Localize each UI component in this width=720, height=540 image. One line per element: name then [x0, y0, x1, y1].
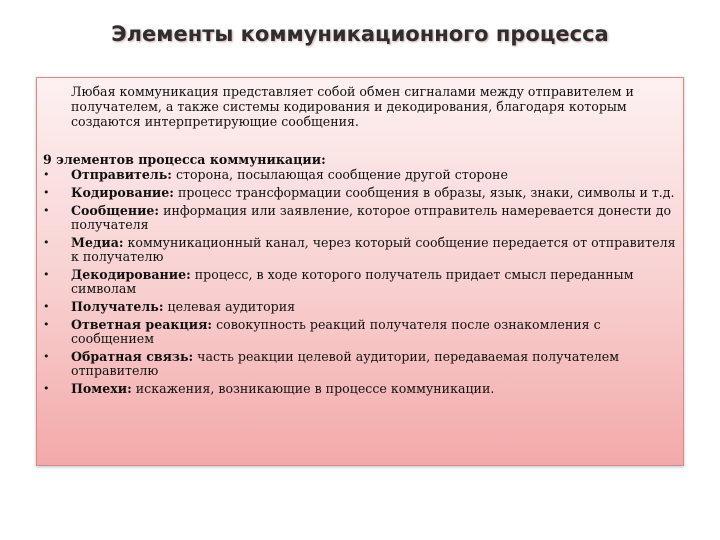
item-text: процесс, в ходе которого получатель придает смысл переданным символам: [71, 267, 634, 296]
list-item: [43, 318, 679, 346]
item-term: Медиа:: [71, 235, 124, 250]
item-text: целевая аудитория: [163, 299, 296, 314]
list-item: [43, 186, 679, 200]
item-text: сторона, посылающая сообщение другой стороне: [171, 167, 508, 182]
list-item: [43, 300, 679, 314]
list-heading: 9 элементов процесса коммуникации:: [43, 152, 326, 167]
bullet-icon: •: [43, 168, 50, 181]
item-term: Сообщение:: [71, 203, 160, 218]
list-item: [43, 204, 679, 232]
list-item: [43, 236, 679, 264]
list-item: [43, 268, 679, 296]
bullet-icon: •: [43, 268, 50, 281]
list-item: [43, 168, 679, 182]
item-term: Ответная реакция:: [71, 317, 213, 332]
bullet-icon: •: [43, 204, 50, 217]
item-term: Декодирование:: [71, 267, 191, 282]
bullet-icon: •: [43, 318, 50, 331]
item-text: часть реакции целевой аудитории, передаваемая получателем отправителю: [71, 349, 620, 378]
intro-paragraph: Любая коммуникация представляет собой обмен сигналами между отправителем и получателем, а также системы кодирования и декодирования, благодаря которым создаются интерпретирующие сообщения.: [71, 84, 634, 129]
list-item: [43, 382, 679, 396]
elements-list: [43, 168, 679, 400]
bullet-icon: •: [43, 350, 50, 363]
item-term: Обратная связь:: [71, 349, 194, 364]
bullet-icon: •: [43, 300, 50, 313]
list-item: [43, 350, 679, 378]
item-term: Кодирование:: [71, 185, 174, 200]
item-text: информация или заявление, которое отправитель намеревается донести до получателя: [71, 203, 672, 232]
item-text: коммуникационный канал, через который сообщение передается от отправителя к получателю: [71, 235, 676, 264]
item-text: процесс трансформации сообщения в образы, язык, знаки, символы и т.д.: [173, 185, 675, 200]
item-term: Помехи:: [71, 381, 132, 396]
item-text: совокупность реакций получателя после ознакомления с сообщением: [71, 317, 601, 346]
slide-title: Элементы коммуникационного процесса: [111, 22, 609, 46]
bullet-icon: •: [43, 186, 50, 199]
content-panel: [36, 77, 684, 466]
item-text: искажения, возникающие в процессе коммуникации.: [131, 381, 495, 396]
item-term: Отправитель:: [71, 167, 172, 182]
bullet-icon: •: [43, 382, 50, 395]
bullet-icon: •: [43, 236, 50, 249]
item-term: Получатель:: [71, 299, 164, 314]
